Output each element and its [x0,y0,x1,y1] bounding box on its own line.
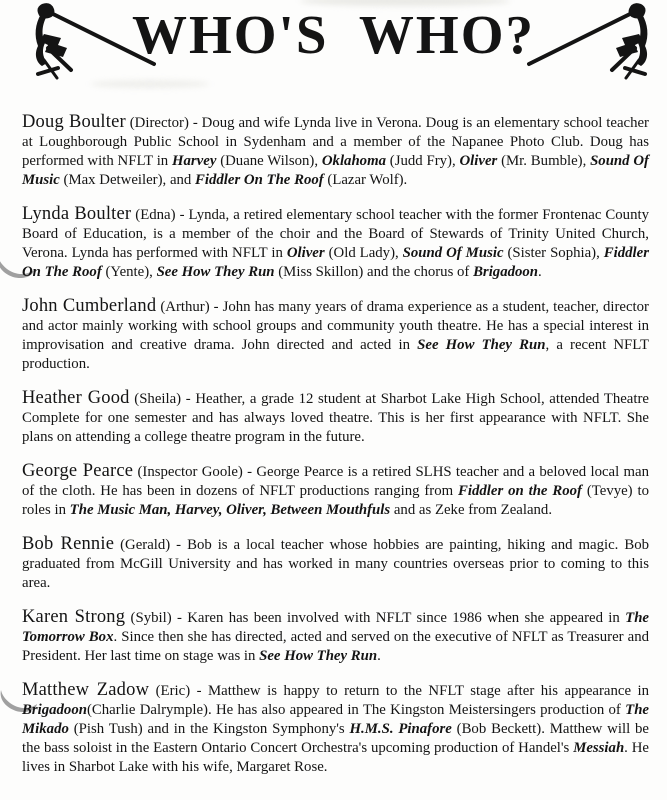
bios-list [22,113,649,792]
bio-text-segment: (Mr. Bumble), [497,153,591,169]
bio-text-segment: (Bob Beckett). Matthew will be the bass soloist in the Eastern Ontario Concert Orchestra's upcoming production of Handel's [22,721,649,756]
page-title: WHO'S WHO? [132,4,535,65]
bio-role: (Gerald) [114,537,171,553]
bio-text-segment: (Judd Fry), [386,153,460,169]
bio-text-segment: - George Pearce is a retired SLHS teacher and a beloved local man of the cloth. He has been in dozens of NFLT productions ranging from [22,464,649,499]
bio-text-segment: and as Zeke from Zealand. [390,502,553,518]
bio-name: Bob Rennie [22,534,115,554]
show-title-text: H.M.S. Pinafore [349,721,452,737]
bio-text-segment: - Karen has been involved with NFLT since 1986 when she appeared in [171,610,626,626]
bio-text-segment: - John has many years of drama experience as a student, teacher, director and actor mainly working with school groups and community youth theatre. He has a special interest in improvisation and creative drama. John directed and acted in [22,299,649,353]
show-title-text: See How They Run [259,648,378,664]
bio-text-segment: (Old Lady), [324,245,403,261]
bio-text-segment: - Bob is a local teacher whose hobbies are painting, hiking and magic. Bob graduated from McGill University and has worked in many countries overseas prior to coming to this area. [22,537,649,591]
bio-text-segment: (Duane Wilson), [216,153,322,169]
show-title-text: Oliver [459,153,498,169]
show-title-text: Sound Of Music [22,153,649,188]
bio-name: Karen Strong [22,607,126,627]
show-title-text: Sound Of Music [402,245,504,261]
show-title-text: Fiddler On The Roof [22,245,649,280]
show-title-text: Harvey [172,153,217,169]
bio-role: (Director) [125,115,189,131]
bio-name: Heather Good [22,388,130,408]
show-title-text: See How They Run [417,337,546,353]
bio-text-segment: , a recent NFLT production. [22,337,649,372]
bio-role: (Arthur) [156,299,210,315]
show-title-text: The Mikado [22,702,649,737]
bio-paragraph [22,608,649,666]
bio-text-segment: (Miss Skillon) and the chorus of [274,264,474,280]
bio-text-segment: - Lynda, a retired elementary school teacher with the former Frontenac County Board of Education, is a member of the choir and the Board of Stewards of Trinity United Church, Verona. Lynda has performed with NFLT in [22,207,649,261]
bio-paragraph [22,681,649,777]
bio-role: (Sheila) [129,391,182,407]
bio-text-segment: - Heather, a grade 12 student at Sharbot Lake High School, attended Theatre Complete for one semester and has always loved theatre. This is her first appearance with NFLT. She plans on attending a college theatre program in the future. [22,391,649,445]
bio-role: (Sybil) [125,610,172,626]
show-title-text: Messiah [573,740,625,756]
bio-name: John Cumberland [22,296,157,316]
bio-text-segment: . Since then she has directed, acted and served on the executive of NFLT as Treasurer and President. Her last time on stage was in [22,629,649,664]
show-title-text: Fiddler on the Roof [458,483,582,499]
bio-paragraph [22,113,649,190]
show-title-text: The Tomorrow Box [22,610,649,645]
bio-name: Doug Boulter [22,112,126,132]
bio-paragraph [22,389,649,447]
bio-text-segment: (Tevye) to roles in [22,483,649,518]
bio-paragraph [22,205,649,282]
bio-paragraph [22,462,649,520]
bio-paragraph [22,535,649,593]
show-title-text: The Music Man, Harvey, Oliver, Between Mouthfuls [69,502,391,518]
show-title-text: Fiddler On The Roof [195,172,324,188]
bio-text-segment: . He lives in Sharbot Lake with his wife, Margaret Rose. [22,740,649,775]
bio-name: Matthew Zadow [22,680,150,700]
bio-paragraph [22,297,649,374]
bio-text-segment: - Matthew is happy to return to the NFLT stage after his appearance in [190,683,649,699]
bio-text-segment: - Doug and wife Lynda live in Verona. Doug is an elementary school teacher at Loughborough Public School in Sydenham and a member of the Napanee Photo Club. Doug has performed with NFLT in [22,115,649,169]
show-title-text: See How They Run [156,264,275,280]
bio-text-segment: (Yente), [101,264,157,280]
bio-role: (Inspector Goole) [133,464,243,480]
show-title-text: Brigadoon [473,264,539,280]
bio-name: George Pearce [22,461,134,481]
show-title-text: Brigadoon [22,702,87,718]
bio-text-segment: . [538,264,542,280]
bio-name: Lynda Boulter [22,204,132,224]
bio-text-segment: (Charlie Dalrymple). He has also appeared in The Kingston Meistersingers production of [86,702,626,718]
bio-text-segment: (Max Detweiler), and [59,172,196,188]
bio-role: (Edna) [131,207,176,223]
bio-text-segment: (Sister Sophia), [503,245,604,261]
bio-role: (Eric) [149,683,191,699]
bio-text-segment: (Pish Tush) and in the Kingston Symphony's [68,721,350,737]
show-title-text: Oliver [286,245,325,261]
bio-text-segment: (Lazar Wolf). [323,172,408,188]
bio-text-segment: . [377,648,381,664]
show-title-text: Oklahoma [321,153,386,169]
